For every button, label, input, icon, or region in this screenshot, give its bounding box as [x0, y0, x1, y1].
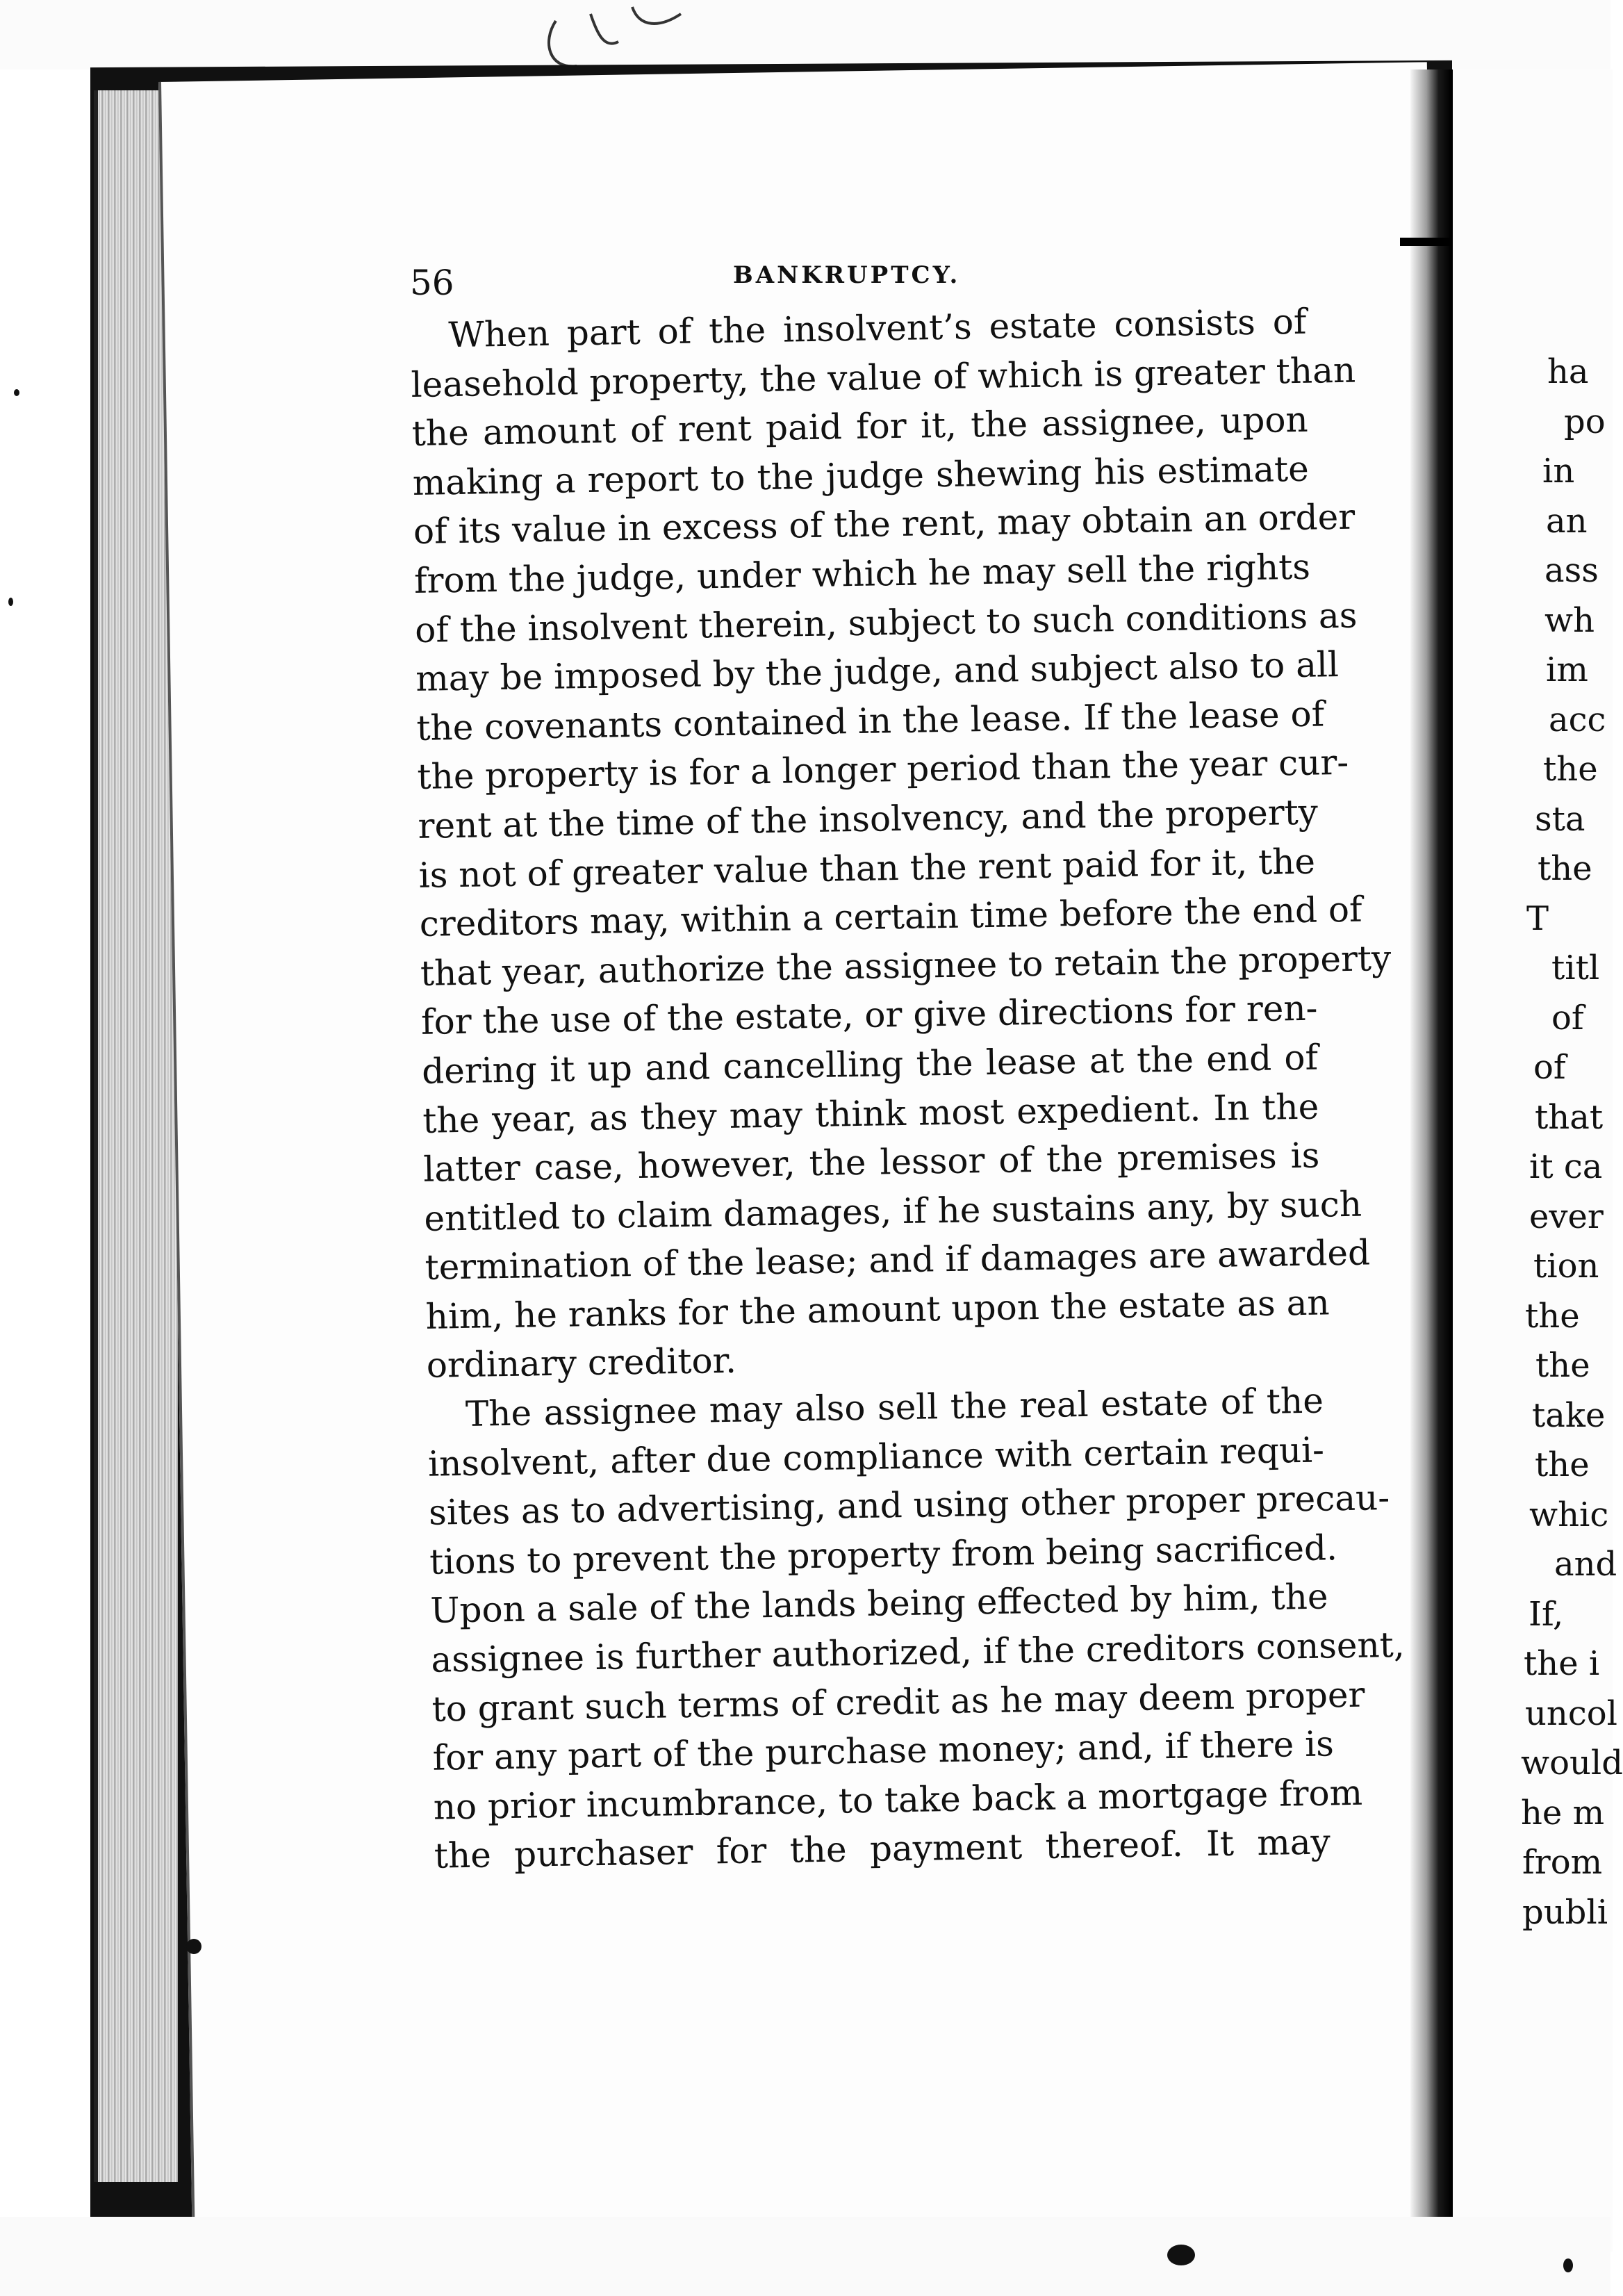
body-text — [410, 297, 1406, 1881]
facing-page-text — [1521, 347, 1623, 1937]
text-line: ordinary creditor. — [426, 1340, 737, 1386]
facing-text-fragment: the — [1543, 750, 1598, 789]
text-line: the covenants contained in the lease. If the lease of — [415, 694, 1325, 748]
facing-text-fragment: it ca — [1529, 1147, 1603, 1186]
facing-text-fragment: ass — [1544, 551, 1599, 590]
facing-text-fragment: in — [1542, 452, 1575, 491]
text-line: entitled to claim damages, if he sustains any, by such — [424, 1183, 1362, 1239]
facing-text-fragment: he m — [1521, 1793, 1605, 1832]
text-line: termination of the lease; and if damages are awarded — [425, 1232, 1371, 1288]
dust-speck — [1167, 2245, 1195, 2265]
text-line: is not of greater value than the rent paid for it, the — [418, 841, 1316, 896]
text-line: to grant such terms of credit as he may deem proper — [431, 1674, 1365, 1730]
text-line: of its value in excess of the rent, may obtain an order — [413, 497, 1356, 552]
book-gutter — [1410, 69, 1451, 2252]
facing-text-fragment: the — [1535, 1445, 1590, 1484]
text-line: When part of the insolvent’s estate consists of — [448, 301, 1307, 356]
facing-text-fragment: whic — [1529, 1495, 1609, 1534]
text-line: insolvent, after due compliance with certain requi- — [427, 1429, 1325, 1484]
facing-text-fragment: the — [1525, 1296, 1580, 1336]
text-line: latter case, however, the lessor of the premises is — [422, 1135, 1320, 1190]
text-line: that year, authorize the assignee to retain the property — [420, 937, 1392, 994]
text-line: The assignee may also sell the real estate of the — [465, 1380, 1324, 1434]
facing-text-fragment: the — [1535, 1346, 1590, 1385]
facing-text-fragment: from — [1522, 1843, 1603, 1882]
text-line: leasehold property, the value of which is greater than — [411, 350, 1356, 405]
running-header: BANKRUPTCY. — [733, 261, 961, 289]
facing-text-fragment: the i — [1524, 1644, 1600, 1683]
facing-text-fragment: po — [1564, 402, 1606, 441]
text-line: creditors may, within a certain time before the end of — [419, 889, 1362, 945]
dust-speck — [14, 389, 19, 396]
text-line: making a report to the judge shewing his estimate — [412, 448, 1310, 503]
facing-text-fragment: that — [1535, 1097, 1604, 1137]
facing-text-fragment: acc — [1549, 700, 1606, 739]
facing-text-fragment: the — [1538, 849, 1592, 888]
facing-text-fragment: uncol — [1525, 1694, 1617, 1733]
facing-text-fragment: T — [1526, 899, 1549, 938]
page-number: 56 — [410, 263, 454, 303]
facing-text-fragment: If, — [1529, 1594, 1564, 1634]
text-line: sites as to advertising, and using other proper precau- — [428, 1477, 1390, 1534]
facing-text-fragment: tion — [1533, 1247, 1599, 1286]
text-line: the property is for a longer period than the year cur- — [417, 742, 1349, 798]
text-line: the amount of rent paid for it, the assignee, upon — [411, 399, 1309, 454]
gutter-mark — [1400, 238, 1456, 246]
dust-speck — [1563, 2258, 1573, 2272]
text-line: assignee is further authorized, if the creditors consent, — [431, 1624, 1406, 1680]
facing-text-fragment: take — [1532, 1395, 1606, 1435]
facing-text-fragment: an — [1546, 501, 1588, 541]
facing-text-fragment: and — [1554, 1545, 1617, 1584]
text-line: the year, as they may think most expedient. In the — [422, 1086, 1319, 1141]
scan-margin-bottom — [0, 2217, 1610, 2296]
facing-text-fragment: would — [1521, 1744, 1623, 1782]
text-line: may be imposed by the judge, and subject also to all — [415, 644, 1340, 700]
text-line: him, he ranks for the amount upon the estate as an — [425, 1282, 1330, 1337]
text-line: from the judge, under which he may sell the rights — [413, 546, 1311, 601]
text-line: no prior incumbrance, to take back a mortgage from — [433, 1772, 1363, 1828]
facing-text-fragment: titl — [1551, 949, 1600, 987]
text-line: for the use of the estate, or give directions for ren- — [420, 987, 1318, 1043]
text-line: for any part of the purchase money; and, if there is — [432, 1723, 1335, 1778]
facing-text-fragment: wh — [1544, 600, 1595, 640]
facing-text-fragment: of — [1533, 1048, 1566, 1087]
facing-text-fragment: im — [1546, 650, 1588, 689]
text-line: Upon a sale of the lands being effected by him, the — [429, 1576, 1328, 1632]
text-line: rent at the time of the insolvency, and the property — [418, 792, 1319, 846]
facing-text-fragment: ha — [1547, 352, 1589, 391]
text-line: tions to prevent the property from being sacrificed. — [429, 1527, 1338, 1582]
text-line: of the insolvent therein, subject to such conditions as — [414, 595, 1358, 650]
facing-text-fragment: sta — [1535, 799, 1585, 839]
facing-text-fragment: of — [1551, 998, 1584, 1038]
facing-text-fragment: ever — [1529, 1197, 1604, 1236]
dust-speck — [186, 1939, 201, 1954]
facing-page-text-clip — [1453, 69, 1623, 2252]
facing-text-fragment: publi — [1522, 1892, 1608, 1932]
scan-margin-top — [0, 0, 1610, 69]
text-line: dering it up and cancelling the lease at the end of — [421, 1037, 1319, 1092]
dust-speck — [8, 598, 13, 606]
text-line: the purchaser for the payment thereof. It may — [434, 1821, 1331, 1877]
